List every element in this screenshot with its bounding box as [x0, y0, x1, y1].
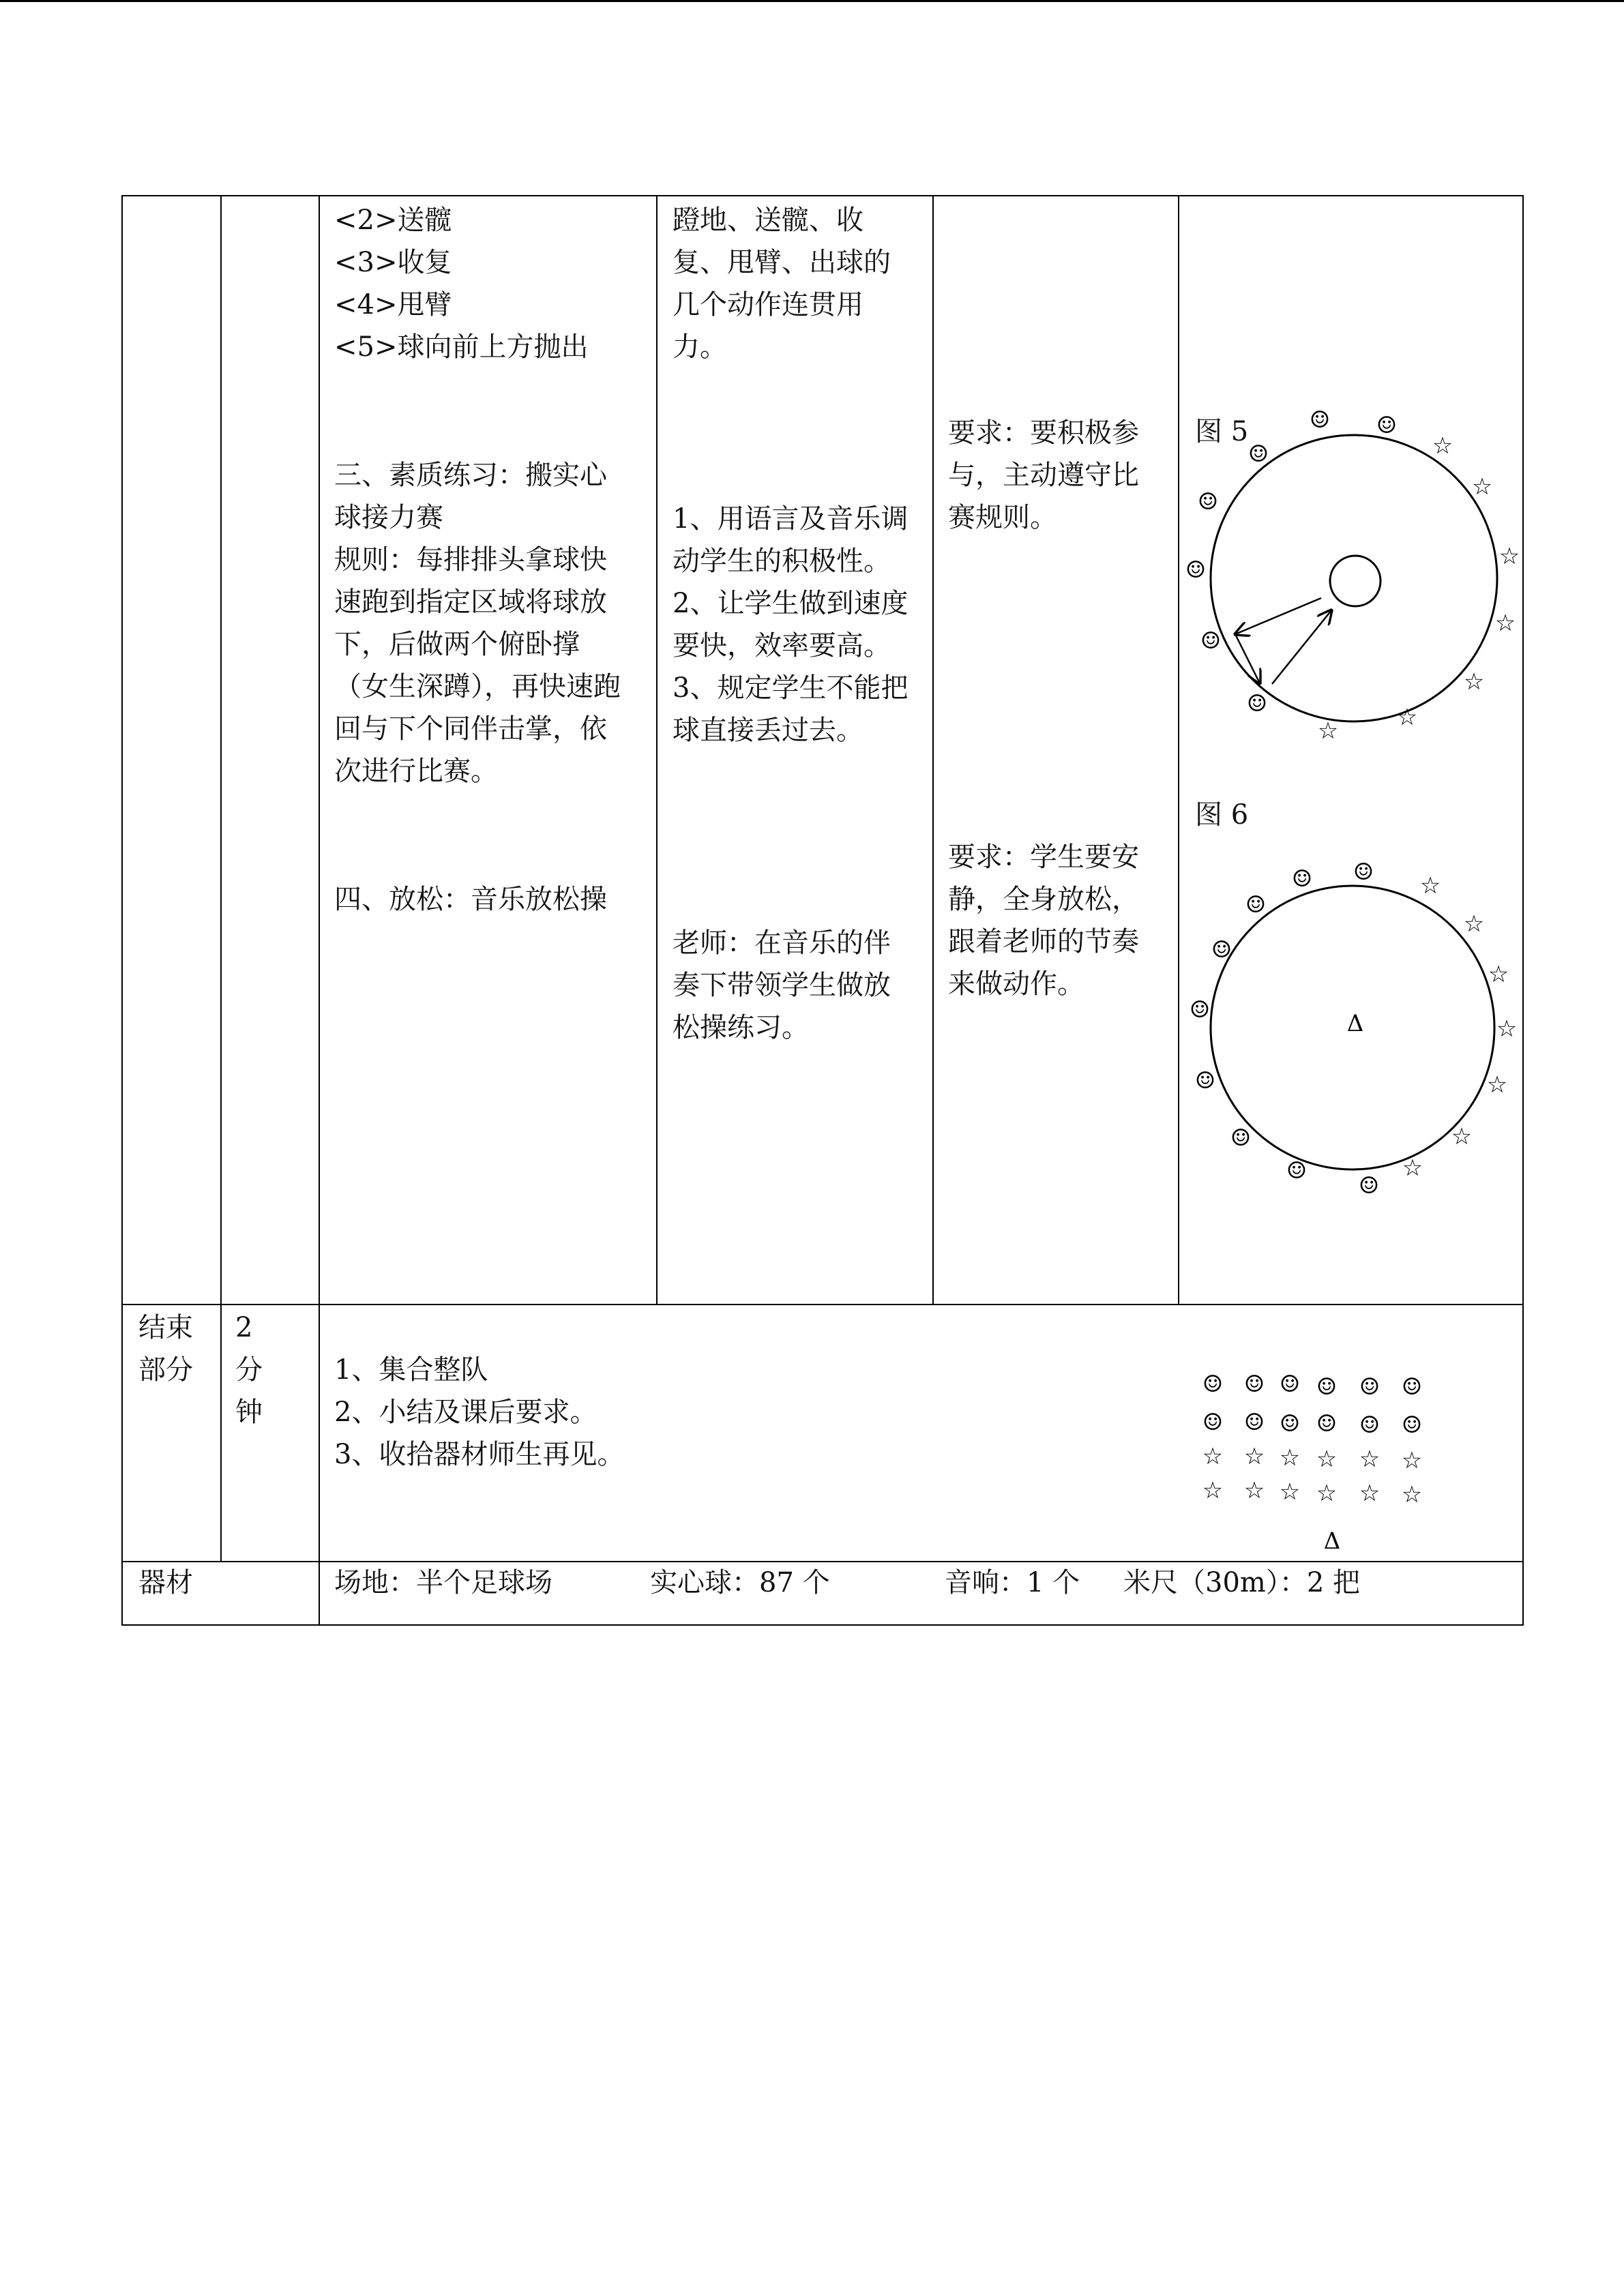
smiley-student-marker: ☺	[1376, 412, 1398, 439]
requirement-line: 来做动作。	[948, 968, 1084, 1000]
star-student-marker: ☆	[1432, 432, 1453, 460]
smiley-student-marker: ☺	[1185, 556, 1207, 584]
star-student-marker: ☆	[1488, 961, 1509, 988]
requirement-line: 静，全身放松，	[948, 884, 1139, 915]
arrow-line	[1235, 598, 1321, 634]
arrow-line	[1235, 634, 1260, 683]
star-student-marker: ☆	[1463, 910, 1485, 938]
smiley-student-marker: ☺	[1291, 865, 1313, 893]
smiley-student-marker: ☺	[1202, 1409, 1224, 1436]
end-time: 2	[235, 1312, 253, 1343]
col-divider-2	[319, 195, 320, 1626]
end-time: 分	[235, 1354, 263, 1386]
method-line: 1、用语言及音乐调	[673, 503, 909, 535]
row-divider-end	[121, 1304, 1524, 1305]
end-formation-diagram	[1178, 1357, 1522, 1562]
smiley-student-marker: ☺	[1358, 1172, 1380, 1199]
smiley-student-marker: ☺	[1245, 891, 1267, 919]
method-line: 动学生的积极性。	[673, 546, 891, 577]
star-student-marker: ☆	[1396, 704, 1418, 731]
smiley-student-marker: ☺	[1211, 936, 1232, 964]
star-student-marker: ☆	[1243, 1443, 1265, 1470]
requirement-line: 要求：要积极参	[948, 417, 1139, 449]
star-student-marker: ☆	[1359, 1480, 1381, 1507]
smiley-student-marker: ☺	[1309, 406, 1331, 434]
star-student-marker: ☆	[1498, 543, 1520, 570]
smiley-student-marker: ☺	[1243, 1409, 1265, 1436]
table-right-border	[1522, 195, 1524, 1626]
step-line: <2>送髋	[334, 205, 452, 236]
smiley-student-marker: ☺	[1189, 996, 1211, 1024]
star-student-marker: ☆	[1202, 1443, 1224, 1470]
requirement-line: 要求：学生要安	[948, 841, 1139, 873]
col-divider-4	[932, 195, 934, 1305]
star-student-marker: ☆	[1496, 1015, 1518, 1043]
star-student-marker: ☆	[1486, 1071, 1508, 1099]
col-divider-3	[656, 195, 658, 1305]
col-divider-1	[220, 195, 222, 1562]
page-top-border	[0, 0, 1624, 2]
smiley-student-marker: ☺	[1243, 1371, 1265, 1398]
method-line: 几个动作连贯用	[673, 289, 863, 320]
star-student-marker: ☆	[1202, 1477, 1224, 1504]
method-line: 松操练习。	[673, 1012, 809, 1043]
figure-5-label: 图 5	[1195, 416, 1249, 447]
quality-line: 规则：每排排头拿球快	[334, 544, 607, 576]
figure-6-diagram	[1178, 859, 1522, 1207]
smiley-student-marker: ☺	[1316, 1373, 1338, 1401]
star-student-marker: ☆	[1317, 717, 1339, 745]
method-line: 老师：在音乐的伴	[673, 927, 891, 959]
star-student-marker: ☆	[1243, 1477, 1265, 1504]
method-line: 要快，效率要高。	[673, 630, 891, 661]
end-time: 钟	[235, 1397, 263, 1428]
method-line: 3、规定学生不能把	[673, 672, 909, 704]
teacher-marker: Δ	[1323, 1527, 1341, 1555]
star-student-marker: ☆	[1279, 1478, 1301, 1506]
equipment-label: 器材	[138, 1567, 193, 1598]
end-item: 1、集合整队	[334, 1354, 488, 1386]
end-part-label: 结束	[138, 1312, 193, 1343]
smiley-student-marker: ☺	[1353, 859, 1374, 886]
smiley-student-marker: ☺	[1194, 1067, 1216, 1094]
quality-line: 下，后做两个俯卧撑	[334, 629, 580, 660]
arrow-line	[1272, 610, 1331, 684]
table-left-border	[121, 195, 123, 1626]
smiley-student-marker: ☺	[1316, 1410, 1338, 1437]
star-student-marker: ☆	[1471, 473, 1493, 501]
smiley-student-marker: ☺	[1247, 441, 1269, 468]
quality-line: 次进行比赛。	[334, 756, 498, 787]
method-line: 复、甩臂、出球的	[673, 247, 891, 278]
requirement-line: 与，主动遵守比	[948, 460, 1139, 491]
quality-line: （女生深蹲），再快速跑	[334, 671, 621, 702]
quality-line: 速跑到指定区域将球放	[334, 586, 607, 618]
smiley-student-marker: ☺	[1197, 488, 1219, 516]
star-student-marker: ☆	[1463, 668, 1485, 696]
equipment-speaker: 音响：1 个	[945, 1567, 1080, 1598]
smiley-student-marker: ☺	[1200, 627, 1222, 655]
star-student-marker: ☆	[1451, 1123, 1473, 1150]
equipment-ruler: 米尺（30m）：2 把	[1123, 1567, 1360, 1598]
method-line: 球直接丢过去。	[673, 715, 863, 746]
star-student-marker: ☆	[1402, 1154, 1423, 1182]
star-student-marker: ☆	[1401, 1481, 1423, 1508]
end-item: 2、小结及课后要求。	[334, 1397, 597, 1428]
star-student-marker: ☆	[1401, 1447, 1423, 1474]
smiley-student-marker: ☺	[1401, 1373, 1423, 1401]
end-part-label: 部分	[138, 1354, 193, 1386]
equipment-ball: 实心球：87 个	[650, 1567, 830, 1598]
method-line: 蹬地、送髋、收	[673, 205, 863, 236]
step-line: <4>甩臂	[334, 289, 452, 320]
star-student-marker: ☆	[1494, 610, 1516, 637]
teacher-marker: Δ	[1346, 1010, 1364, 1037]
requirement-line: 跟着老师的节奏	[948, 926, 1139, 957]
equipment-field: 场地：半个足球场	[334, 1567, 552, 1598]
method-line: 奏下带领学生做放	[673, 970, 891, 1001]
smiley-student-marker: ☺	[1230, 1124, 1252, 1152]
table-top-border	[121, 195, 1524, 196]
method-line: 2、让学生做到速度	[673, 588, 909, 619]
star-student-marker: ☆	[1279, 1444, 1301, 1472]
end-item: 3、收拾器材师生再见。	[334, 1439, 625, 1470]
smiley-student-marker: ☺	[1359, 1373, 1381, 1401]
star-student-marker: ☆	[1316, 1446, 1338, 1473]
figure-5-diagram	[1178, 402, 1522, 750]
ball-target-circle	[1330, 556, 1381, 606]
smiley-student-marker: ☺	[1279, 1371, 1301, 1398]
quality-line: 球接力赛	[334, 502, 443, 533]
requirement-line: 赛规则。	[948, 502, 1057, 533]
table-bottom-border	[121, 1624, 1524, 1626]
method-line: 力。	[673, 331, 727, 363]
field-circle	[1211, 435, 1497, 721]
step-line: <5>球向前上方抛出	[334, 331, 589, 363]
star-student-marker: ☆	[1359, 1446, 1381, 1473]
star-student-marker: ☆	[1316, 1480, 1338, 1507]
star-student-marker: ☆	[1419, 872, 1441, 899]
relax-heading: 四、放松：音乐放松操	[334, 884, 607, 915]
smiley-student-marker: ☺	[1401, 1412, 1423, 1439]
figure-6-label: 图 6	[1195, 799, 1249, 831]
smiley-student-marker: ☺	[1279, 1410, 1301, 1437]
quality-line: 回与下个同伴击掌，依	[334, 713, 607, 745]
smiley-student-marker: ☺	[1359, 1412, 1381, 1439]
quality-line: 三、素质练习：搬实心	[334, 460, 607, 491]
smiley-student-marker: ☺	[1286, 1157, 1308, 1184]
smiley-student-marker: ☺	[1246, 690, 1268, 717]
step-line: <3>收复	[334, 247, 452, 278]
smiley-student-marker: ☺	[1202, 1371, 1224, 1398]
